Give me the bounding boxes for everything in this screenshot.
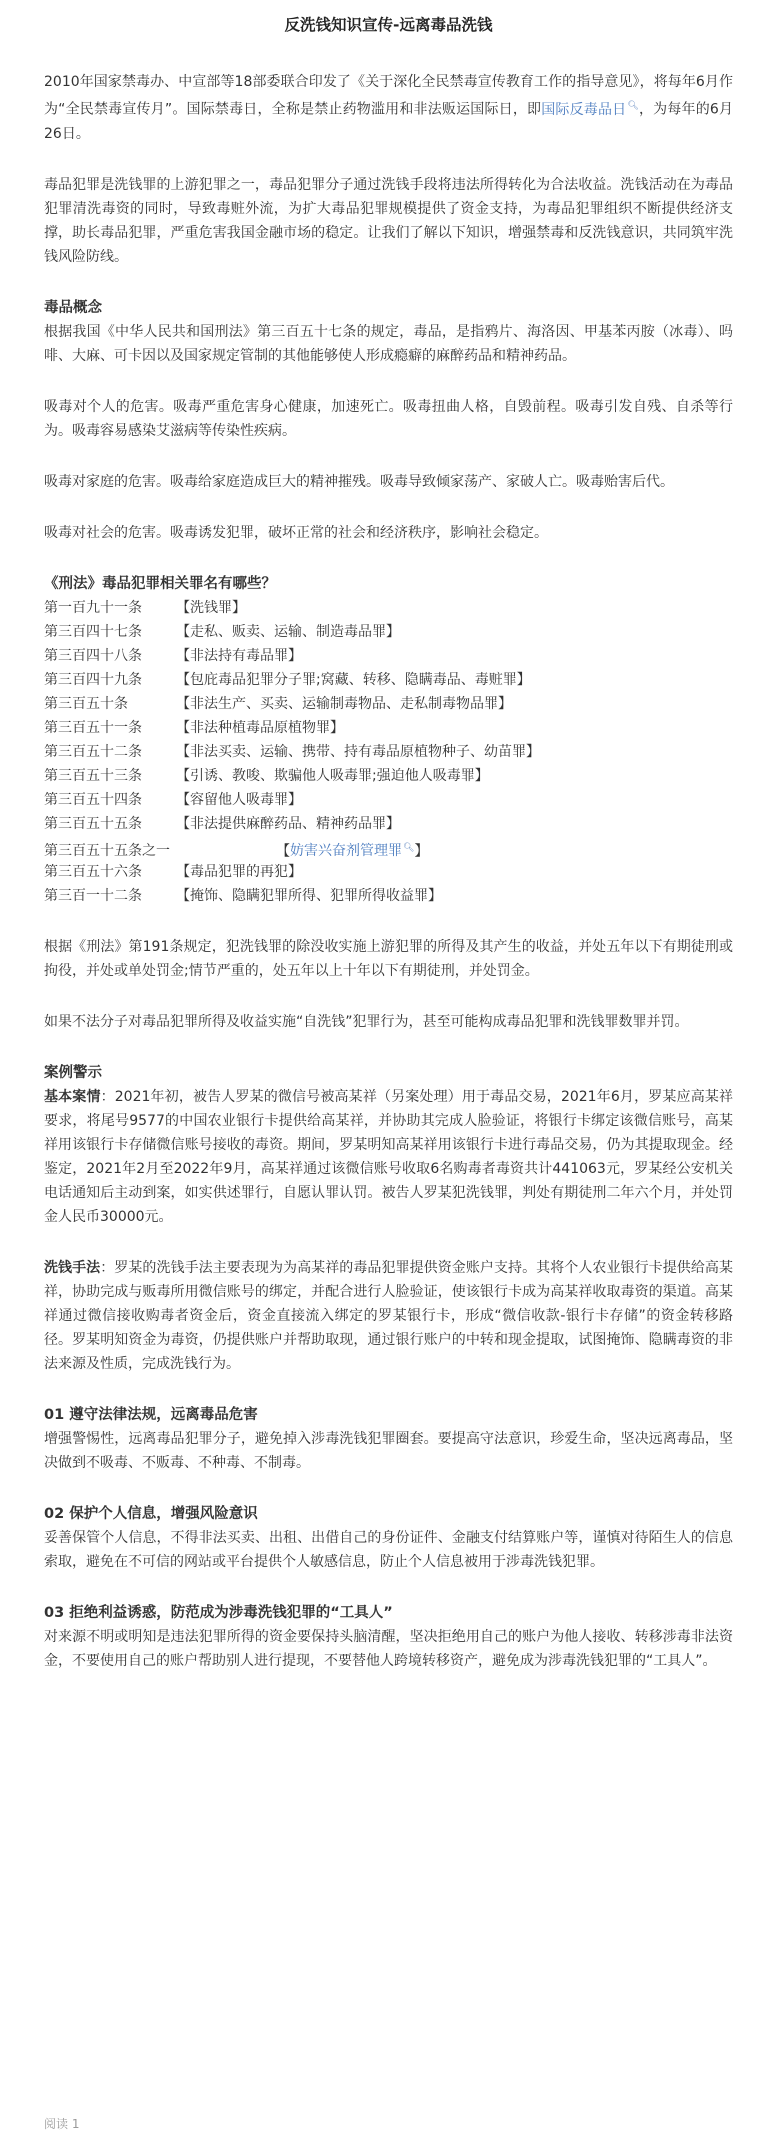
crimes-heading: 《刑法》毒品犯罪相关罪名有哪些？ xyxy=(44,575,276,592)
case-basic-text: ：2021年初，被告人罗某的微信号被高某祥（另案处理）用于毒品交易，2021年6月，罗某应高某祥要求，将尾号9577的中国农业银行卡提供给高某祥，并协助其完成人脸验证，将银行卡绑定该微信账号，高某祥用该银行卡存储微信账号接收的毒资。期间，罗某明知高某祥用该银行卡进行毒品交易，仍为其提取现金。经鉴定，2021年2月至2022年9月，高某祥通过该微信账号收取6名购毒者毒资共计441063元，罗某经公安机关电话通知后主动到案，如实供述罪行，自愿认罪认罚。被告人罗某犯洗钱罪，判处有期徒刑二年六个月，并处罚金人民币30000元。 xyxy=(44,1088,733,1225)
article-number: 第三百一十二条 xyxy=(44,887,142,904)
article-number: 第三百五十五条 xyxy=(44,815,142,832)
crime-article-row xyxy=(44,644,733,668)
crime-name: 【容留他人吸毒罪】 xyxy=(176,791,302,808)
read-label: 阅读 xyxy=(44,2117,69,2131)
article-number: 第三百四十七条 xyxy=(44,623,142,640)
crime-name-prefix: 【 xyxy=(276,843,290,860)
article-number: 第一百九十一条 xyxy=(44,599,142,616)
tip-heading: 03 拒绝利益诱惑，防范成为涉毒洗钱犯罪的“工具人” xyxy=(44,1604,393,1621)
crime-article-row xyxy=(44,740,733,764)
crime-article-row xyxy=(44,764,733,788)
crime-article-row xyxy=(44,836,733,860)
harm-society-paragraph: 吸毒对社会的危害。吸毒诱发犯罪，破坏正常的社会和经济秩序，影响社会稳定。 xyxy=(44,524,548,541)
article-number: 第三百五十三条 xyxy=(44,767,142,784)
crime-name: 【非法种植毒品原植物罪】 xyxy=(176,719,344,736)
crime-name: 【非法提供麻醉药品、精神药品罪】 xyxy=(176,815,400,832)
intro-text-after-link: ，为每年的6月26日。 xyxy=(44,101,733,142)
article-number: 第三百四十八条 xyxy=(44,647,142,664)
case-method-label: 洗钱手法 xyxy=(44,1259,101,1276)
tip-heading: 01 遵守法律法规，远离毒品危害 xyxy=(44,1406,258,1423)
article-191-paragraph: 根据《刑法》第191条规定，犯洗钱罪的除没收实施上游犯罪的所得及其产生的收益，并处五年以下有期徒刑或拘役，并处或单处罚金;情节严重的，处五年以上十年以下有期徒刑，并处罚金。 xyxy=(44,938,733,979)
crime-article-row xyxy=(44,860,733,884)
case-warning-heading: 案例警示 xyxy=(44,1064,102,1081)
article-number: 第三百五十六条 xyxy=(44,863,142,880)
crime-name: 【包庇毒品犯罪分子罪;窝藏、转移、隐瞒毒品、毒赃罪】 xyxy=(176,671,531,688)
article-number: 第三百四十九条 xyxy=(44,671,142,688)
drug-concept-paragraph: 根据我国《中华人民共和国刑法》第三百五十七条的规定，毒品，是指鸦片、海洛因、甲基苯丙胺（冰毒）、吗啡、大麻、可卡因以及国家规定管制的其他能够使人形成瘾癖的麻醉药品和精神药品。 xyxy=(44,323,733,364)
crime-article-row xyxy=(44,620,733,644)
search-icon: 🔍︎ xyxy=(627,101,639,111)
crime-article-list xyxy=(44,596,733,908)
crime-name: 【洗钱罪】 xyxy=(176,599,246,616)
harm-personal-paragraph: 吸毒对个人的危害。吸毒严重危害身心健康，加速死亡。吸毒扭曲人格，自毁前程。吸毒引发自残、自杀等行为。吸毒容易感染艾滋病等传染性疾病。 xyxy=(44,398,733,439)
intro-paragraph xyxy=(44,70,733,146)
crime-name: 【非法买卖、运输、携带、持有毒品原植物种子、幼苗罪】 xyxy=(176,743,540,760)
article-number: 第三百五十二条 xyxy=(44,743,142,760)
intro-text-before-link: 2010年国家禁毒办、中宣部等18部委联合印发了《关于深化全民禁毒宣传教育工作的指导意见》，将每年6月作为“全民禁毒宣传月”。国际禁毒日，全称是禁止药物滥用和非法贩运国际日，即 xyxy=(44,74,733,118)
case-method-text: ：罗某的洗钱手法主要表现为为高某祥的毒品犯罪提供资金账户支持。其将个人农业银行卡提供给高某祥，协助完成与贩毒所用微信账号的绑定，并配合进行人脸验证，使该银行卡成为高某祥收取毒资的渠道。高某祥通过微信接收购毒者资金后，资金直接流入绑定的罗某银行卡，形成“微信收款-银行卡存储”的资金转移路径。罗某明知资金为毒资，仍提供账户并帮助取现，通过银行账户的中转和现金提取，试图掩饰、隐瞒毒资的非法来源及性质，完成洗钱行为。 xyxy=(44,1259,733,1372)
crime-article-row xyxy=(44,716,733,740)
crime-article-row xyxy=(44,884,733,908)
tip-paragraph: 增强警惕性，远离毒品犯罪分子，避免掉入涉毒洗钱犯罪圈套。要提高守法意识，珍爱生命，坚决远离毒品，坚决做到不吸毒、不贩毒、不种毒、不制毒。 xyxy=(44,1430,733,1471)
read-count: 1 xyxy=(71,2117,80,2131)
doping-management-crime-link[interactable] xyxy=(290,843,414,859)
drug-concept-heading: 毒品概念 xyxy=(44,299,102,316)
case-basic-paragraph xyxy=(44,1085,733,1229)
crime-name: 【掩饰、隐瞒犯罪所得、犯罪所得收益罪】 xyxy=(176,887,442,904)
page-title: 反洗钱知识宣传-远离毒品洗钱 xyxy=(284,16,493,34)
case-method-paragraph xyxy=(44,1256,733,1376)
crime-name: 【非法持有毒品罪】 xyxy=(176,647,302,664)
crime-article-row xyxy=(44,668,733,692)
link-label[interactable]: 国际反毒品日 xyxy=(541,101,627,118)
tip-paragraph: 妥善保管个人信息，不得非法买卖、出租、出借自己的身份证件、金融支付结算账户等，谨慎对待陌生人的信息索取，避免在不可信的网站或平台提供个人敏感信息，防止个人信息被用于涉毒洗钱犯罪。 xyxy=(44,1529,733,1570)
article-number: 第三百五十条 xyxy=(44,695,128,712)
article-number: 第三百五十四条 xyxy=(44,791,142,808)
crime-name: 【走私、贩卖、运输、制造毒品罪】 xyxy=(176,623,400,640)
money-laundering-paragraph: 毒品犯罪是洗钱罪的上游犯罪之一，毒品犯罪分子通过洗钱手段将违法所得转化为合法收益。洗钱活动在为毒品犯罪清洗毒资的同时，导致毒赃外流，为扩大毒品犯罪规模提供了资金支持，为毒品犯罪组织不断提供经济支撑，助长毒品犯罪，严重危害我国金融市场的稳定。让我们了解以下知识，增强禁毒和反洗钱意识，共同筑牢洗钱风险防线。 xyxy=(44,176,733,265)
international-anti-drug-day-link[interactable] xyxy=(541,102,639,118)
crime-article-row xyxy=(44,788,733,812)
link-label[interactable]: 妨害兴奋剂管理罪 xyxy=(290,843,402,860)
article-number: 第三百五十一条 xyxy=(44,719,142,736)
tip-heading: 02 保护个人信息，增强风险意识 xyxy=(44,1505,258,1522)
tip-paragraph: 对来源不明或明知是违法犯罪所得的资金要保持头脑清醒，坚决拒绝用自己的账户为他人接收、转移涉毒非法资金，不要使用自己的账户帮助别人进行提现，不要替他人跨境转移资产，避免成为涉毒洗钱犯罪的“工具人”。 xyxy=(44,1628,733,1669)
self-laundering-paragraph: 如果不法分子对毒品犯罪所得及收益实施“自洗钱”犯罪行为，甚至可能构成毒品犯罪和洗钱罪数罪并罚。 xyxy=(44,1013,689,1030)
read-count-bar xyxy=(0,2112,777,2136)
crime-name: 【毒品犯罪的再犯】 xyxy=(176,863,302,880)
crime-name: 【非法生产、买卖、运输制毒物品、走私制毒物品罪】 xyxy=(176,695,512,712)
crime-name-suffix: 】 xyxy=(414,843,429,860)
crime-article-row xyxy=(44,812,733,836)
article-number: 第三百五十五条之一 xyxy=(44,843,170,860)
harm-family-paragraph: 吸毒对家庭的危害。吸毒给家庭造成巨大的精神摧残。吸毒导致倾家荡产、家破人亡。吸毒贻害后代。 xyxy=(44,473,674,490)
search-icon: 🔍︎ xyxy=(403,842,415,853)
crime-name: 【引诱、教唆、欺骗他人吸毒罪;强迫他人吸毒罪】 xyxy=(176,767,489,784)
case-basic-label: 基本案情 xyxy=(44,1088,101,1105)
crime-article-row xyxy=(44,596,733,620)
crime-article-row xyxy=(44,692,733,716)
